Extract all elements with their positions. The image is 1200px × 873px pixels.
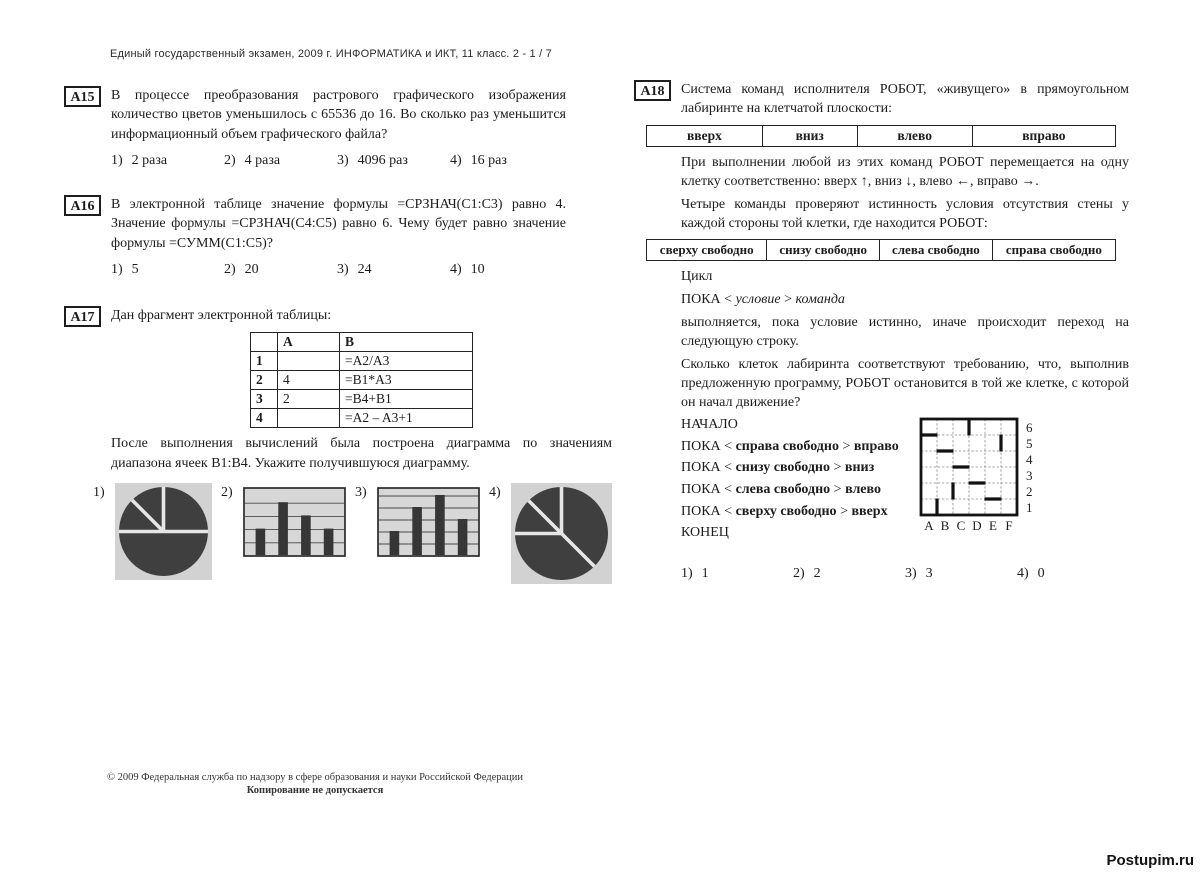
table-row: 4 =A2 – A3+1 xyxy=(251,409,473,428)
diagram-label: 2) xyxy=(221,484,233,500)
question-a15-options xyxy=(111,153,566,169)
table-row: 2 4 =B1*A3 xyxy=(251,371,473,390)
svg-text:F: F xyxy=(1005,517,1013,533)
question-a16-text: В электронной таблице значение формулы =СРЗНАЧ(C1:C3) равно 4. Значение формулы =СРЗНАЧ(C4:C5) равно 6. Чему будет равно значение формулы =СУММ(C1:C5)? xyxy=(111,196,566,251)
diagram-option-2 xyxy=(221,483,346,557)
question-a16 xyxy=(64,195,566,278)
question-a17-label: А17 xyxy=(64,306,101,327)
cycle-syntax: ПОКА < условие > команда xyxy=(681,291,845,307)
robot-move-commands-table xyxy=(646,125,1116,147)
question-a16-options xyxy=(111,262,566,278)
right-column xyxy=(634,80,1129,582)
answer-option: 4) 16 раз xyxy=(450,152,507,168)
svg-text:1: 1 xyxy=(1026,499,1033,515)
answer-option: 1) 5 xyxy=(111,261,139,277)
svg-text:E: E xyxy=(989,517,997,533)
svg-text:3: 3 xyxy=(1026,467,1033,483)
answer-option: 3) 3 xyxy=(905,565,933,581)
table-row: 1 =A2/A3 xyxy=(251,352,473,371)
diagram-label: 3) xyxy=(355,484,367,500)
question-a17-after-text: После выполнения вычислений была построена диаграмма по значениям диапазона ячеек B1:B4. Укажите получившуюся диаграмму. xyxy=(111,436,612,471)
answer-option: 3) 24 xyxy=(337,261,372,277)
table-row: 3 2 =B4+B1 xyxy=(251,390,473,409)
answer-option: 2) 20 xyxy=(224,261,259,277)
program-end: КОНЕЦ xyxy=(681,525,729,541)
diagram-label: 4) xyxy=(489,484,501,500)
svg-text:2: 2 xyxy=(1026,483,1033,499)
question-a18-intro: Система команд исполнителя РОБОТ, «живущего» в прямоугольном лабиринте на клетчатой плоскости: xyxy=(681,82,1129,117)
question-a18-para3: выполняется, пока условие истинно, иначе происходит переход на следующую строку. xyxy=(681,314,1129,349)
answer-option: 3) 4096 раз xyxy=(337,152,408,168)
answer-option: 1) 1 xyxy=(681,565,709,581)
bar-chart-2 xyxy=(243,487,346,557)
footer-copyright: © 2009 Федеральная служба по надзору в сфере образования и науки Российской Федерации xyxy=(106,771,524,783)
svg-text:D: D xyxy=(972,517,982,533)
answer-option: 1) 2 раза xyxy=(111,152,168,168)
pie-chart-1 xyxy=(115,483,212,580)
robot-check-commands-table xyxy=(646,239,1116,261)
program-begin: НАЧАЛО xyxy=(681,416,738,432)
cycle-title: Цикл xyxy=(681,268,713,284)
diagram-option-3 xyxy=(355,483,480,557)
page-number: 2 - 1 / 7 xyxy=(512,48,552,60)
pie-chart-4 xyxy=(511,483,612,584)
page-header xyxy=(110,48,566,60)
svg-text:A: A xyxy=(924,517,934,533)
program-line: ПОКА < справа свободно > вправо xyxy=(681,438,899,454)
svg-text:5: 5 xyxy=(1026,435,1033,451)
question-a18-label: А18 xyxy=(634,80,671,101)
table-row: вверх вниз влево вправо xyxy=(647,125,1116,146)
diagram-option-1 xyxy=(93,483,212,580)
question-a18 xyxy=(634,80,1129,582)
watermark-postupim: Postupim.ru xyxy=(1106,852,1194,869)
answer-option: 2) 4 раза xyxy=(224,152,281,168)
table-row: A B xyxy=(251,333,473,352)
question-a18-para2: Четыре команды проверяют истинность условия отсутствия стены у каждой стороны той клетки, где находится РОБОТ: xyxy=(681,196,1129,231)
page-footer xyxy=(80,772,550,796)
diagram-label: 1) xyxy=(93,484,105,500)
question-a18-para4: Сколько клеток лабиринта соответствуют требованию, что, выполнив предложенную программу, РОБОТ остановится в той же клетке, с которой он начал движение? xyxy=(681,356,1129,410)
robot-maze-grid xyxy=(918,416,1043,540)
left-column xyxy=(64,48,612,796)
svg-text:B: B xyxy=(940,517,950,533)
answer-option: 2) 2 xyxy=(793,565,821,581)
question-a15 xyxy=(64,86,566,169)
svg-text:C: C xyxy=(956,517,966,533)
question-a18-options xyxy=(681,566,1129,582)
question-a15-label: А15 xyxy=(64,86,101,107)
program-line: ПОКА < снизу свободно > вниз xyxy=(681,460,875,476)
question-a17-diagrams xyxy=(93,483,612,584)
diagram-option-4 xyxy=(489,483,612,584)
program-line: ПОКА < слева свободно > влево xyxy=(681,482,881,498)
question-a17-intro: Дан фрагмент электронной таблицы: xyxy=(111,307,332,323)
question-a15-text: В процессе преобразования растрового графического изображения количество цветов уменьшилось с 65536 до 16. Во сколько раз уменьшится информационный объем графического файла? xyxy=(111,88,566,142)
answer-option: 4) 10 xyxy=(450,261,485,277)
program-and-maze xyxy=(681,414,1129,564)
svg-text:4: 4 xyxy=(1026,451,1033,467)
program-line: ПОКА < сверху свободно > вверх xyxy=(681,503,888,519)
bar-chart-3 xyxy=(377,487,480,557)
spreadsheet-fragment-table xyxy=(250,332,473,428)
question-a18-para1: При выполнении любой из этих команд РОБОТ перемещается на одну клетку соответственно: вверх ↑, вниз ↓, влево ←, вправо →. xyxy=(681,154,1129,189)
answer-option: 4) 0 xyxy=(1017,565,1045,581)
table-row: сверху свободно снизу свободно слева свободно справа свободно xyxy=(647,239,1116,260)
question-a17 xyxy=(64,306,612,584)
footer-no-copy: Копирование не допускается xyxy=(246,784,384,796)
svg-text:6: 6 xyxy=(1026,419,1033,435)
exam-title: Единый государственный экзамен, 2009 г. ИНФОРМАТИКА и ИКТ, 11 класс. xyxy=(110,48,510,60)
question-a16-label: А16 xyxy=(64,195,101,216)
